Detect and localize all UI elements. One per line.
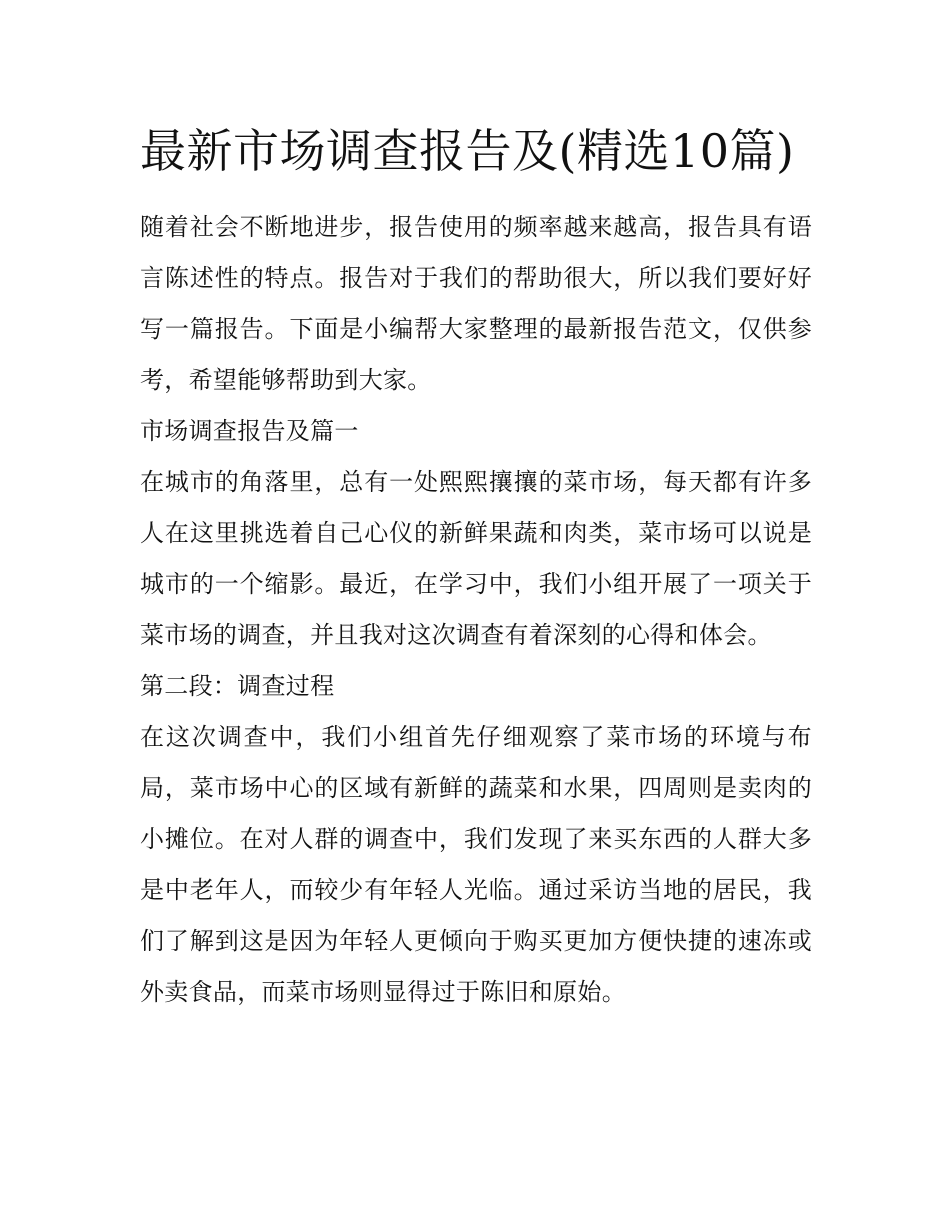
document-body	[140, 112, 812, 1018]
document-title: 最新市场调查报告及(精选10篇)	[140, 124, 795, 178]
survey-process-paragraph: 在这次调查中，我们小组首先仔细观察了菜市场的环境与布局，菜市场中心的区域有新鲜的蔬菜和水果，四周则是卖肉的小摊位。在对人群的调查中，我们发现了来买东西的人群大多是中老年人，而较少有年轻人光临。通过采访当地的居民，我们了解到这是因为年轻人更倾向于购买更加方便快捷的速冻或外卖食品，而菜市场则显得过于陈旧和原始。	[140, 723, 812, 1006]
intro-paragraph: 随着社会不断地进步，报告使用的频率越来越高，报告具有语言陈述性的特点。报告对于我们的帮助很大，所以我们要好好写一篇报告。下面是小编帮大家整理的最新报告范文，仅供参考，希望能够帮助到大家。	[140, 213, 812, 394]
market-intro-paragraph: 在城市的角落里，总有一处熙熙攘攘的菜市场，每天都有许多人在这里挑选着自己心仪的新鲜果蔬和肉类，菜市场可以说是城市的一个缩影。最近，在学习中，我们小组开展了一项关于菜市场的调查，并且我对这次调查有着深刻的心得和体会。	[140, 468, 812, 649]
section-heading-survey-process: 第二段：调查过程	[140, 672, 335, 700]
section-heading-part-one: 市场调查报告及篇一	[140, 417, 359, 445]
